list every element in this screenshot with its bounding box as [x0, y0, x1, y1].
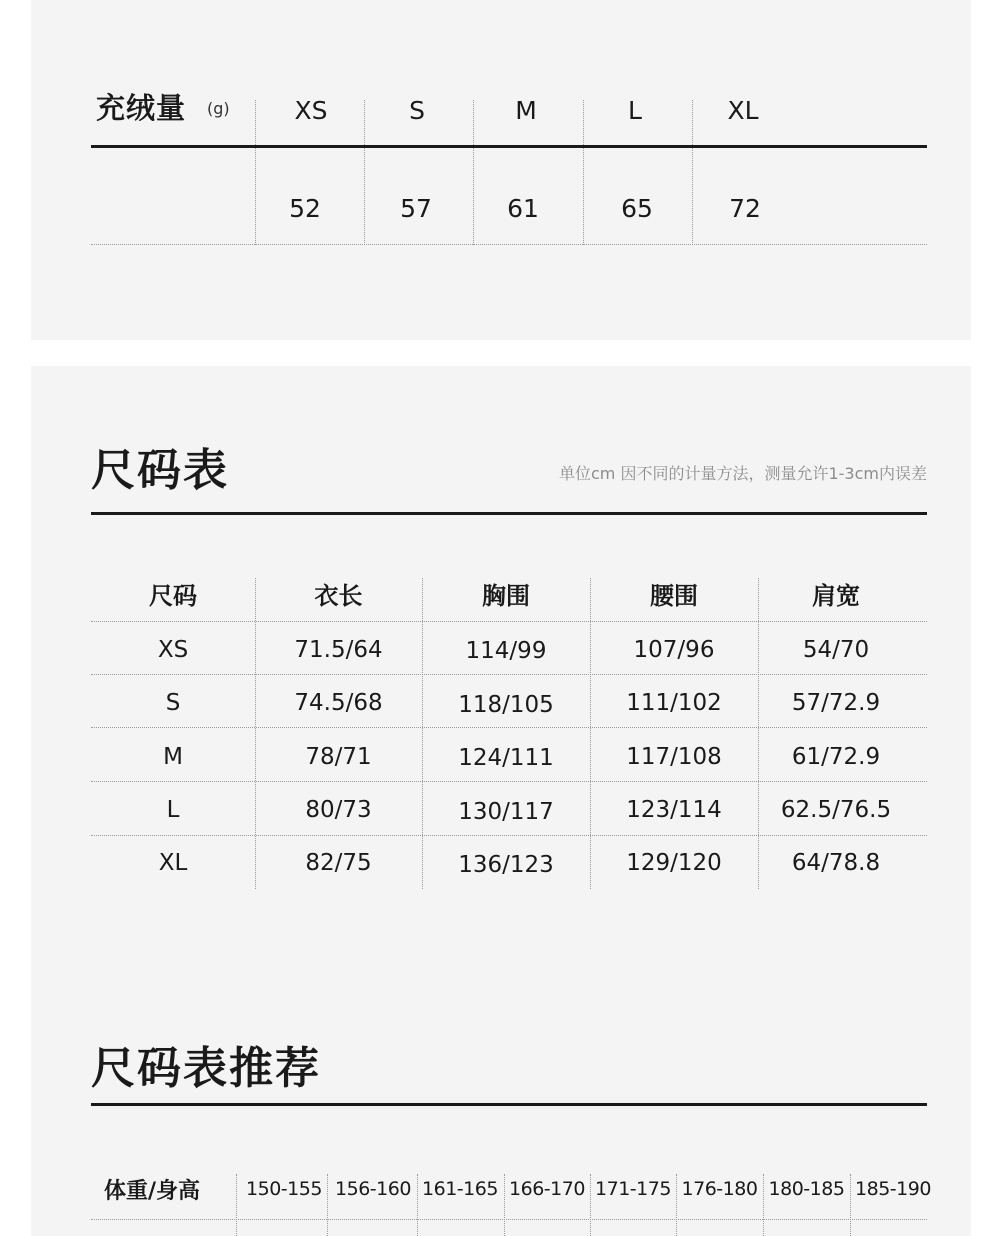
height-range: 185-190	[855, 1178, 931, 1200]
table-cell: XL	[158, 850, 188, 876]
column-divider	[417, 1174, 418, 1236]
column-divider	[850, 1174, 851, 1236]
table-cell: 117/108	[626, 744, 722, 770]
table-cell: 71.5/64	[294, 637, 383, 663]
fill-bottom-rule	[91, 244, 927, 245]
table-cell: XS	[157, 637, 189, 663]
header-shoulder: 肩宽	[812, 582, 860, 610]
table-cell: 78/71	[305, 744, 372, 770]
table-cell: S	[165, 690, 181, 716]
size-chart-note: 单位cm 因不同的计量方法，测量允许1-3cm内误差	[559, 464, 927, 483]
fill-header-rule	[91, 145, 927, 148]
table-cell: L	[166, 797, 180, 823]
header-length: 衣长	[314, 582, 363, 610]
table-cell: 80/73	[305, 797, 372, 823]
table-cell: 54/70	[802, 637, 870, 663]
column-divider	[364, 100, 365, 245]
row-divider	[91, 727, 927, 728]
column-divider	[692, 100, 693, 245]
height-range: 161-165	[422, 1178, 498, 1200]
fill-size-l: L	[628, 96, 642, 125]
table-cell: 74.5/68	[294, 690, 383, 716]
table-cell: 124/111	[458, 745, 554, 771]
fill-value-xl: 72	[729, 194, 761, 223]
row-divider	[91, 674, 927, 675]
recommend-title-rule	[91, 1103, 927, 1106]
size-chart-title-rule	[91, 512, 927, 515]
table-cell: 107/96	[633, 637, 715, 663]
column-divider	[236, 1174, 237, 1236]
fill-value-s: 57	[400, 194, 432, 223]
column-divider	[504, 1174, 505, 1236]
column-divider	[758, 578, 759, 889]
header-chest: 胸围	[482, 582, 530, 610]
table-cell: 114/99	[465, 638, 547, 664]
height-range: 176-180	[681, 1178, 758, 1200]
column-divider	[763, 1174, 764, 1236]
column-divider	[590, 1174, 591, 1236]
fill-weight-title: 充绒量	[96, 91, 187, 125]
height-range: 156-160	[335, 1178, 411, 1200]
column-divider	[676, 1174, 677, 1236]
fill-size-s: S	[409, 96, 425, 125]
table-cell: 129/120	[626, 850, 722, 876]
height-range: 166-170	[509, 1178, 585, 1200]
table-cell: 57/72.9	[791, 690, 881, 716]
fill-size-m: M	[515, 96, 537, 125]
table-cell: M	[163, 744, 183, 770]
row-divider	[91, 621, 927, 622]
fill-size-xl: XL	[727, 96, 759, 125]
fill-value-m: 61	[507, 194, 539, 223]
row-divider	[91, 781, 927, 782]
column-divider	[473, 100, 474, 245]
table-cell: 82/75	[305, 850, 372, 876]
row-divider	[91, 1219, 927, 1220]
height-range: 180-185	[768, 1178, 845, 1200]
fill-size-xs: XS	[294, 96, 328, 125]
height-range: 171-175	[595, 1178, 671, 1200]
table-cell: 130/117	[458, 799, 554, 825]
column-divider	[327, 1174, 328, 1236]
fill-weight-unit: (g)	[207, 99, 230, 118]
row-divider	[91, 835, 927, 836]
header-waist: 腰围	[650, 582, 698, 610]
recommend-header-label: 体重/身高	[104, 1179, 201, 1204]
size-chart-panel	[31, 366, 971, 1236]
table-cell: 61/72.9	[791, 744, 881, 770]
column-divider	[422, 578, 423, 889]
column-divider	[255, 578, 256, 889]
table-cell: 64/78.8	[791, 850, 881, 876]
fill-value-l: 65	[621, 194, 653, 223]
fill-value-xs: 52	[289, 194, 321, 223]
column-divider	[583, 100, 584, 245]
column-divider	[255, 100, 256, 245]
height-range: 150-155	[246, 1178, 322, 1200]
table-cell: 118/105	[458, 692, 554, 718]
table-cell: 136/123	[458, 852, 554, 878]
size-chart-title: 尺码表	[91, 445, 229, 496]
table-cell: 111/102	[626, 690, 722, 716]
fill-weight-panel	[31, 0, 971, 340]
recommend-title: 尺码表推荐	[91, 1043, 321, 1094]
column-divider	[590, 578, 591, 889]
header-size: 尺码	[149, 582, 197, 610]
table-cell: 62.5/76.5	[780, 797, 892, 823]
table-cell: 123/114	[626, 797, 722, 823]
